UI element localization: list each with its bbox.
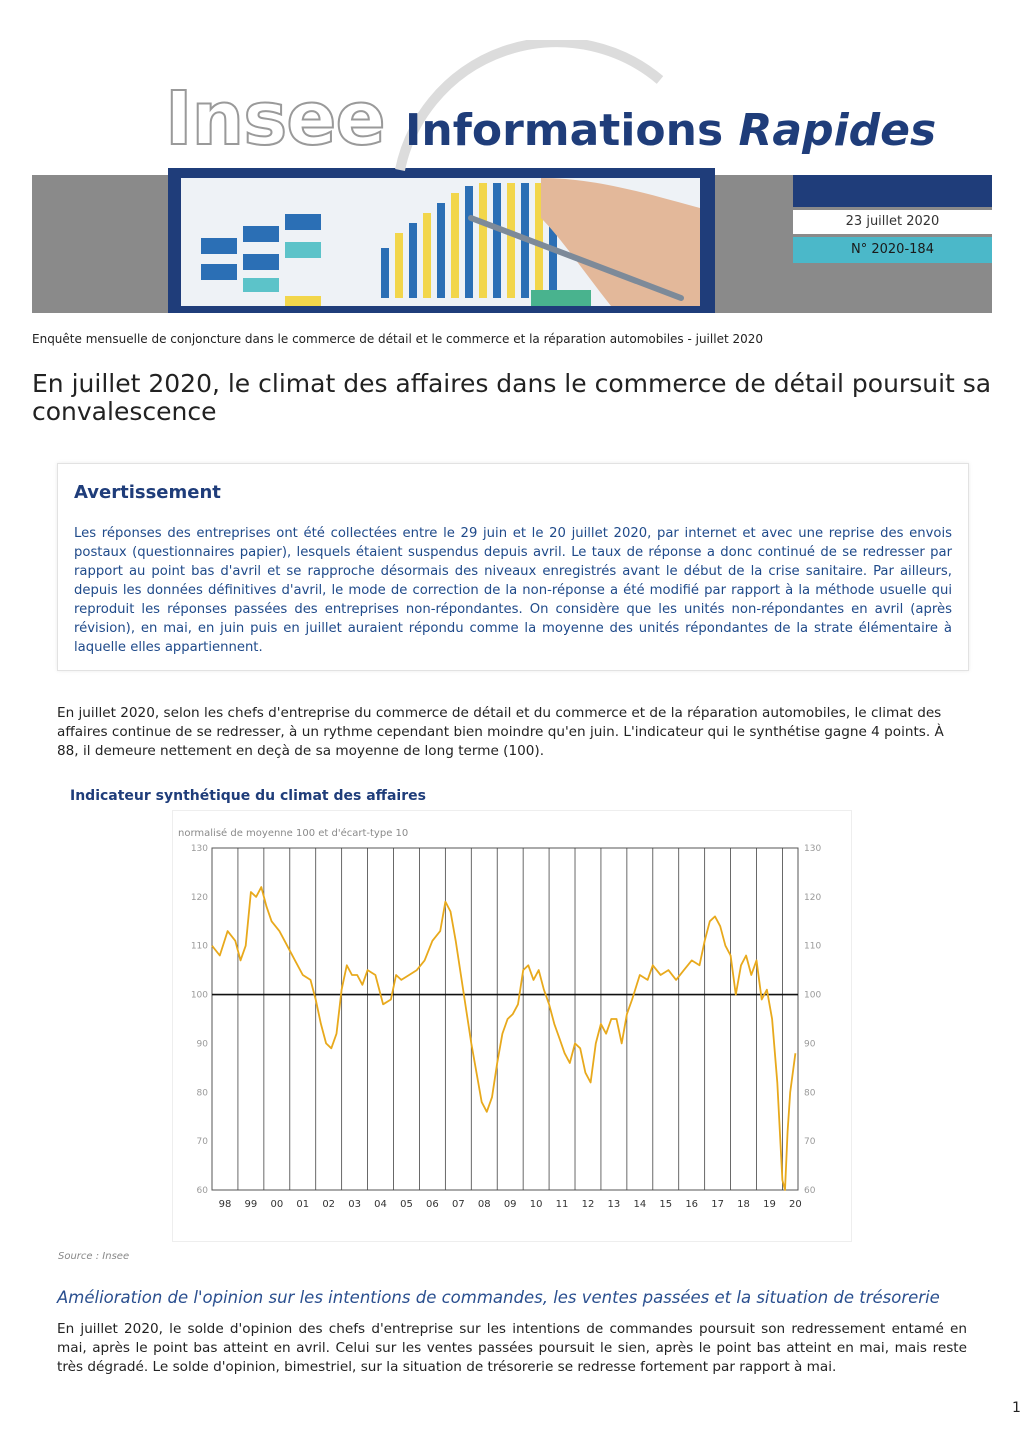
x-tick-label: 16 xyxy=(685,1199,699,1210)
publication-date: 23 juillet 2020 xyxy=(793,210,992,234)
y-tick-label-left: 100 xyxy=(190,990,208,1001)
x-tick-label: 00 xyxy=(270,1199,284,1210)
page-number: 1 xyxy=(1012,1400,1021,1416)
warning-text: Les réponses des entreprises ont été collectées entre le 29 juin et le 20 juillet 2020, par internet et avec une reprise des envois postaux (questionnaires papier), lesquels étaient suspendus depuis avril. Le taux de réponse a donc continué de se redresser par rapport au point bas d'avril et se rapproche désormais des niveaux enregistrés avant le début de la crise sanitaire. Par ailleurs, depuis les données définitives d'avril, le mode de correction de la non-réponse a été modifié par rapport à la méthode usuelle qui reproduit les réponses passées des entreprises non-répondantes. On considère que les unités non-répondantes en avril (après révision), en mai, en juin puis en juillet auraient répondu comme la moyenne des unités répondantes de la strate élémentaire à laquelle elles appartiennent. xyxy=(74,526,952,655)
y-tick-label-left: 120 xyxy=(190,892,208,903)
x-tick-label: 13 xyxy=(607,1199,621,1210)
x-tick-label: 10 xyxy=(529,1199,543,1210)
insee-logo: Insee xyxy=(165,76,385,162)
x-tick-label: 09 xyxy=(503,1199,517,1210)
y-tick-label-right: 80 xyxy=(804,1088,816,1099)
x-tick-label: 98 xyxy=(218,1199,232,1210)
header-blue-bar xyxy=(793,175,992,207)
x-tick-label: 15 xyxy=(659,1199,673,1210)
x-tick-label: 08 xyxy=(477,1199,491,1210)
header-photo xyxy=(168,168,715,313)
warning-title: Avertissement xyxy=(74,482,221,503)
y-tick-label-right: 70 xyxy=(804,1137,816,1148)
x-tick-label: 02 xyxy=(322,1199,336,1210)
section-paragraph: En juillet 2020, le solde d'opinion des chefs d'entreprise sur les intentions de commandes poursuit son redressement entamé en mai, après le point bas atteint en avril. Celui sur les ventes passées poursuit le sien, après le point bas atteint en mai, mais reste très dégradé. Le solde d'opinion, bimestriel, sur la situation de trésorerie se redresse fortement par rapport à mai. xyxy=(57,1321,967,1375)
y-tick-label-right: 120 xyxy=(804,892,822,903)
x-tick-label: 19 xyxy=(763,1199,776,1210)
x-tick-label: 05 xyxy=(400,1199,413,1210)
title-part-informations: Informations xyxy=(405,105,724,156)
section-heading: Amélioration de l'opinion sur les intentions de commandes, les ventes passées et la situation de trésorerie xyxy=(57,1288,940,1307)
x-tick-label: 11 xyxy=(555,1199,569,1210)
chart-source: Source : Insee xyxy=(58,1251,130,1262)
publication-title xyxy=(405,105,936,156)
y-tick-label-left: 110 xyxy=(190,941,208,952)
x-tick-label: 12 xyxy=(581,1199,595,1210)
publication-number: N° 2020-184 xyxy=(793,237,992,263)
plot-border xyxy=(212,848,798,1190)
survey-description: Enquête mensuelle de conjoncture dans le commerce de détail et le commerce et la réparation automobiles - juillet 2020 xyxy=(32,332,764,346)
chart-subtitle: normalisé de moyenne 100 et d'écart-type 10 xyxy=(178,828,409,839)
intro-paragraph: En juillet 2020, selon les chefs d'entreprise du commerce de détail et du commerce et de la réparation automobiles, le climat des affaires continue de se redresser, à un rythme cependant bien moindre qu'en juin. L'indicateur qui le synthétise gagne 4 points. À 88, il demeure nettement en deçà de sa moyenne de long terme (100). xyxy=(57,705,944,759)
title-part-rapides: Rapides xyxy=(738,105,937,156)
y-tick-label-left: 130 xyxy=(190,844,208,854)
x-tick-label: 99 xyxy=(244,1199,258,1210)
x-tick-label: 07 xyxy=(451,1199,465,1210)
x-tick-label: 18 xyxy=(737,1199,750,1210)
x-tick-label: 06 xyxy=(426,1199,439,1210)
chart-illustration-icon xyxy=(181,178,700,306)
y-tick-label-left: 90 xyxy=(196,1039,208,1050)
business-climate-chart xyxy=(172,810,850,1240)
x-tick-label: 04 xyxy=(374,1199,387,1210)
chart-title: Indicateur synthétique du climat des affaires xyxy=(70,788,426,804)
y-tick-label-left: 60 xyxy=(196,1186,208,1196)
y-tick-label-right: 60 xyxy=(804,1186,816,1196)
y-tick-label-left: 70 xyxy=(196,1137,208,1148)
x-tick-label: 20 xyxy=(789,1199,802,1210)
y-tick-label-right: 100 xyxy=(804,990,822,1001)
series-line xyxy=(212,887,795,1190)
y-tick-label-right: 130 xyxy=(804,844,822,854)
warning-box xyxy=(57,463,969,671)
x-tick-label: 03 xyxy=(348,1199,361,1210)
y-tick-label-left: 80 xyxy=(196,1088,208,1099)
x-tick-label: 14 xyxy=(633,1199,647,1210)
x-tick-label: 17 xyxy=(711,1199,724,1210)
page-headline: En juillet 2020, le climat des affaires dans le commerce de détail poursuit sa convalescence xyxy=(32,369,992,426)
y-tick-label-right: 90 xyxy=(804,1039,816,1050)
y-tick-label-right: 110 xyxy=(804,941,822,952)
x-tick-label: 01 xyxy=(296,1199,310,1210)
